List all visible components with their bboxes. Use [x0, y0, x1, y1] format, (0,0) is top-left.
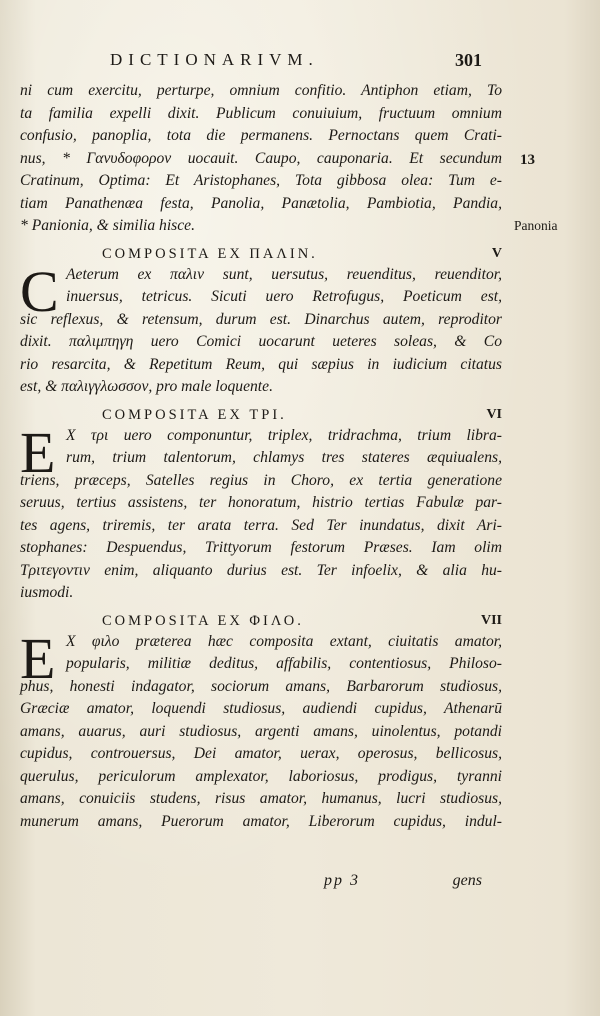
section-body — [20, 625, 502, 834]
text-line: phus, honesti indagator, sociorum amans, Barbarorum studiosus, — [20, 677, 502, 695]
text-line: rum, trium talentorum, chlamys tres stateres æquiualens, — [66, 449, 502, 466]
drop-cap: E — [20, 419, 56, 485]
text-line: triens, præceps, Satelles regius in Choro, ex tertia generatione — [20, 471, 502, 489]
section-heading — [20, 240, 502, 264]
page-number: 301 — [455, 50, 482, 70]
text-line: cupidus, controuersus, Dei amator, uerax, operosus, bellicosus, — [20, 745, 502, 762]
text-line: amans, conuiciis studens, risus amator, humanus, lucri studiosus, — [20, 790, 502, 807]
page-footer — [300, 872, 482, 896]
section-title: COMPOSITA EX ΦΙΛΟ. — [102, 612, 304, 629]
drop-cap: C — [20, 258, 59, 324]
text-line: querulus, periculorum amplexator, laboriosus, prodigus, tyranni — [20, 767, 502, 785]
section-heading — [20, 607, 502, 631]
signature-mark: pp 3 — [324, 872, 360, 889]
text-line: ta familia expelli dixit. Publicum conuiuium, fructuum omnium — [20, 104, 502, 122]
running-header — [110, 50, 482, 76]
text-line: ni cum exercitu, perturpe, omnium confitio. Antiphon etiam, To — [20, 82, 502, 99]
text-line: tiam Panathenæa festa, Panolia, Panætolia, Pambiotia, Pandia, — [20, 194, 502, 212]
text-line: X τρι uero componuntur, triplex, tridrachma, trium libra- — [66, 426, 502, 444]
section-number: VI — [486, 406, 502, 422]
section-body — [20, 419, 502, 605]
text-line: Τριτεγοντιν enim, aliquanto durius est. Ter infoelix, & alia hu- — [20, 561, 502, 579]
section-heading — [20, 401, 502, 425]
section-body — [20, 258, 502, 399]
margin-note: Panonia — [514, 218, 558, 233]
text-line: Græciæ amator, loquendi studiosus, audiendi cupidus, Athenarū — [20, 700, 502, 717]
text-line: inuersus, tetricus. Sicuti uero Retrofugus, Poeticum est, — [66, 288, 502, 305]
text-line: est, & παλιγγλωσσον, pro male loquente. — [20, 378, 273, 395]
catchword: gens — [452, 872, 482, 889]
section-title: COMPOSITA EX ΠΑΛΙΝ. — [102, 245, 318, 262]
section-number: V — [491, 245, 502, 261]
text-line: popularis, militiæ deditus, affabilis, contentiosus, Philoso- — [66, 655, 502, 672]
section-number: VII — [480, 612, 502, 628]
text-line: munerum amans, Puerorum amator, Liberorum cupidus, indul- — [20, 812, 502, 830]
text-line: Aeterum ex παλιν sunt, uersutus, reuenditus, reuenditor, — [66, 265, 502, 283]
running-title: DICTIONARIVM. — [110, 50, 319, 69]
text-line: amans, auarus, auri studiosus, argenti amans, uinolentus, potandi — [20, 722, 502, 740]
text-line: confusio, panoplia, tota die permanens. Pernoctans quem Crati- — [20, 127, 502, 144]
text-line: X φιλο præterea hæc composita extant, ciuitatis amator, — [66, 632, 502, 650]
opening-paragraph — [20, 80, 502, 238]
text-line: Cratinum, Optima: Et Aristophanes, Tota gibbosa olea: Tum e- — [20, 172, 502, 189]
text-line: dixit. παλιμπηγη uero Comici uocarunt ueteres soleas, & Co — [20, 333, 502, 350]
text-line: rio resarcita, & Repetitum Reum, qui sæpius in iudicium citatus — [20, 355, 502, 373]
text-line: sic reflexus, & retensum, durum est. Dinarchus autem, reproditor — [20, 310, 502, 328]
margin-numeral: 13 — [520, 152, 535, 168]
text-line: iusmodi. — [20, 584, 74, 601]
main-text — [20, 80, 502, 833]
text-line: nus, * Γανυδοφορον uocauit. Caupo, cauponaria. Et secundum — [20, 149, 502, 167]
section-title: COMPOSITA EX ΤΡΙ. — [102, 406, 287, 423]
drop-cap: E — [20, 625, 56, 691]
text-line: stophanes: Despuendus, Trittyorum festorum Præses. Iam olim — [20, 539, 502, 556]
text-line: tes agens, triremis, ter arata terra. Sed Ter inundatus, dixit Ari- — [20, 516, 502, 534]
text-line: * Panionia, & similia hisce. — [20, 217, 195, 234]
text-line: seruus, tertius assistens, ter honoratum, histrio tertias Fabulæ par- — [20, 494, 502, 511]
